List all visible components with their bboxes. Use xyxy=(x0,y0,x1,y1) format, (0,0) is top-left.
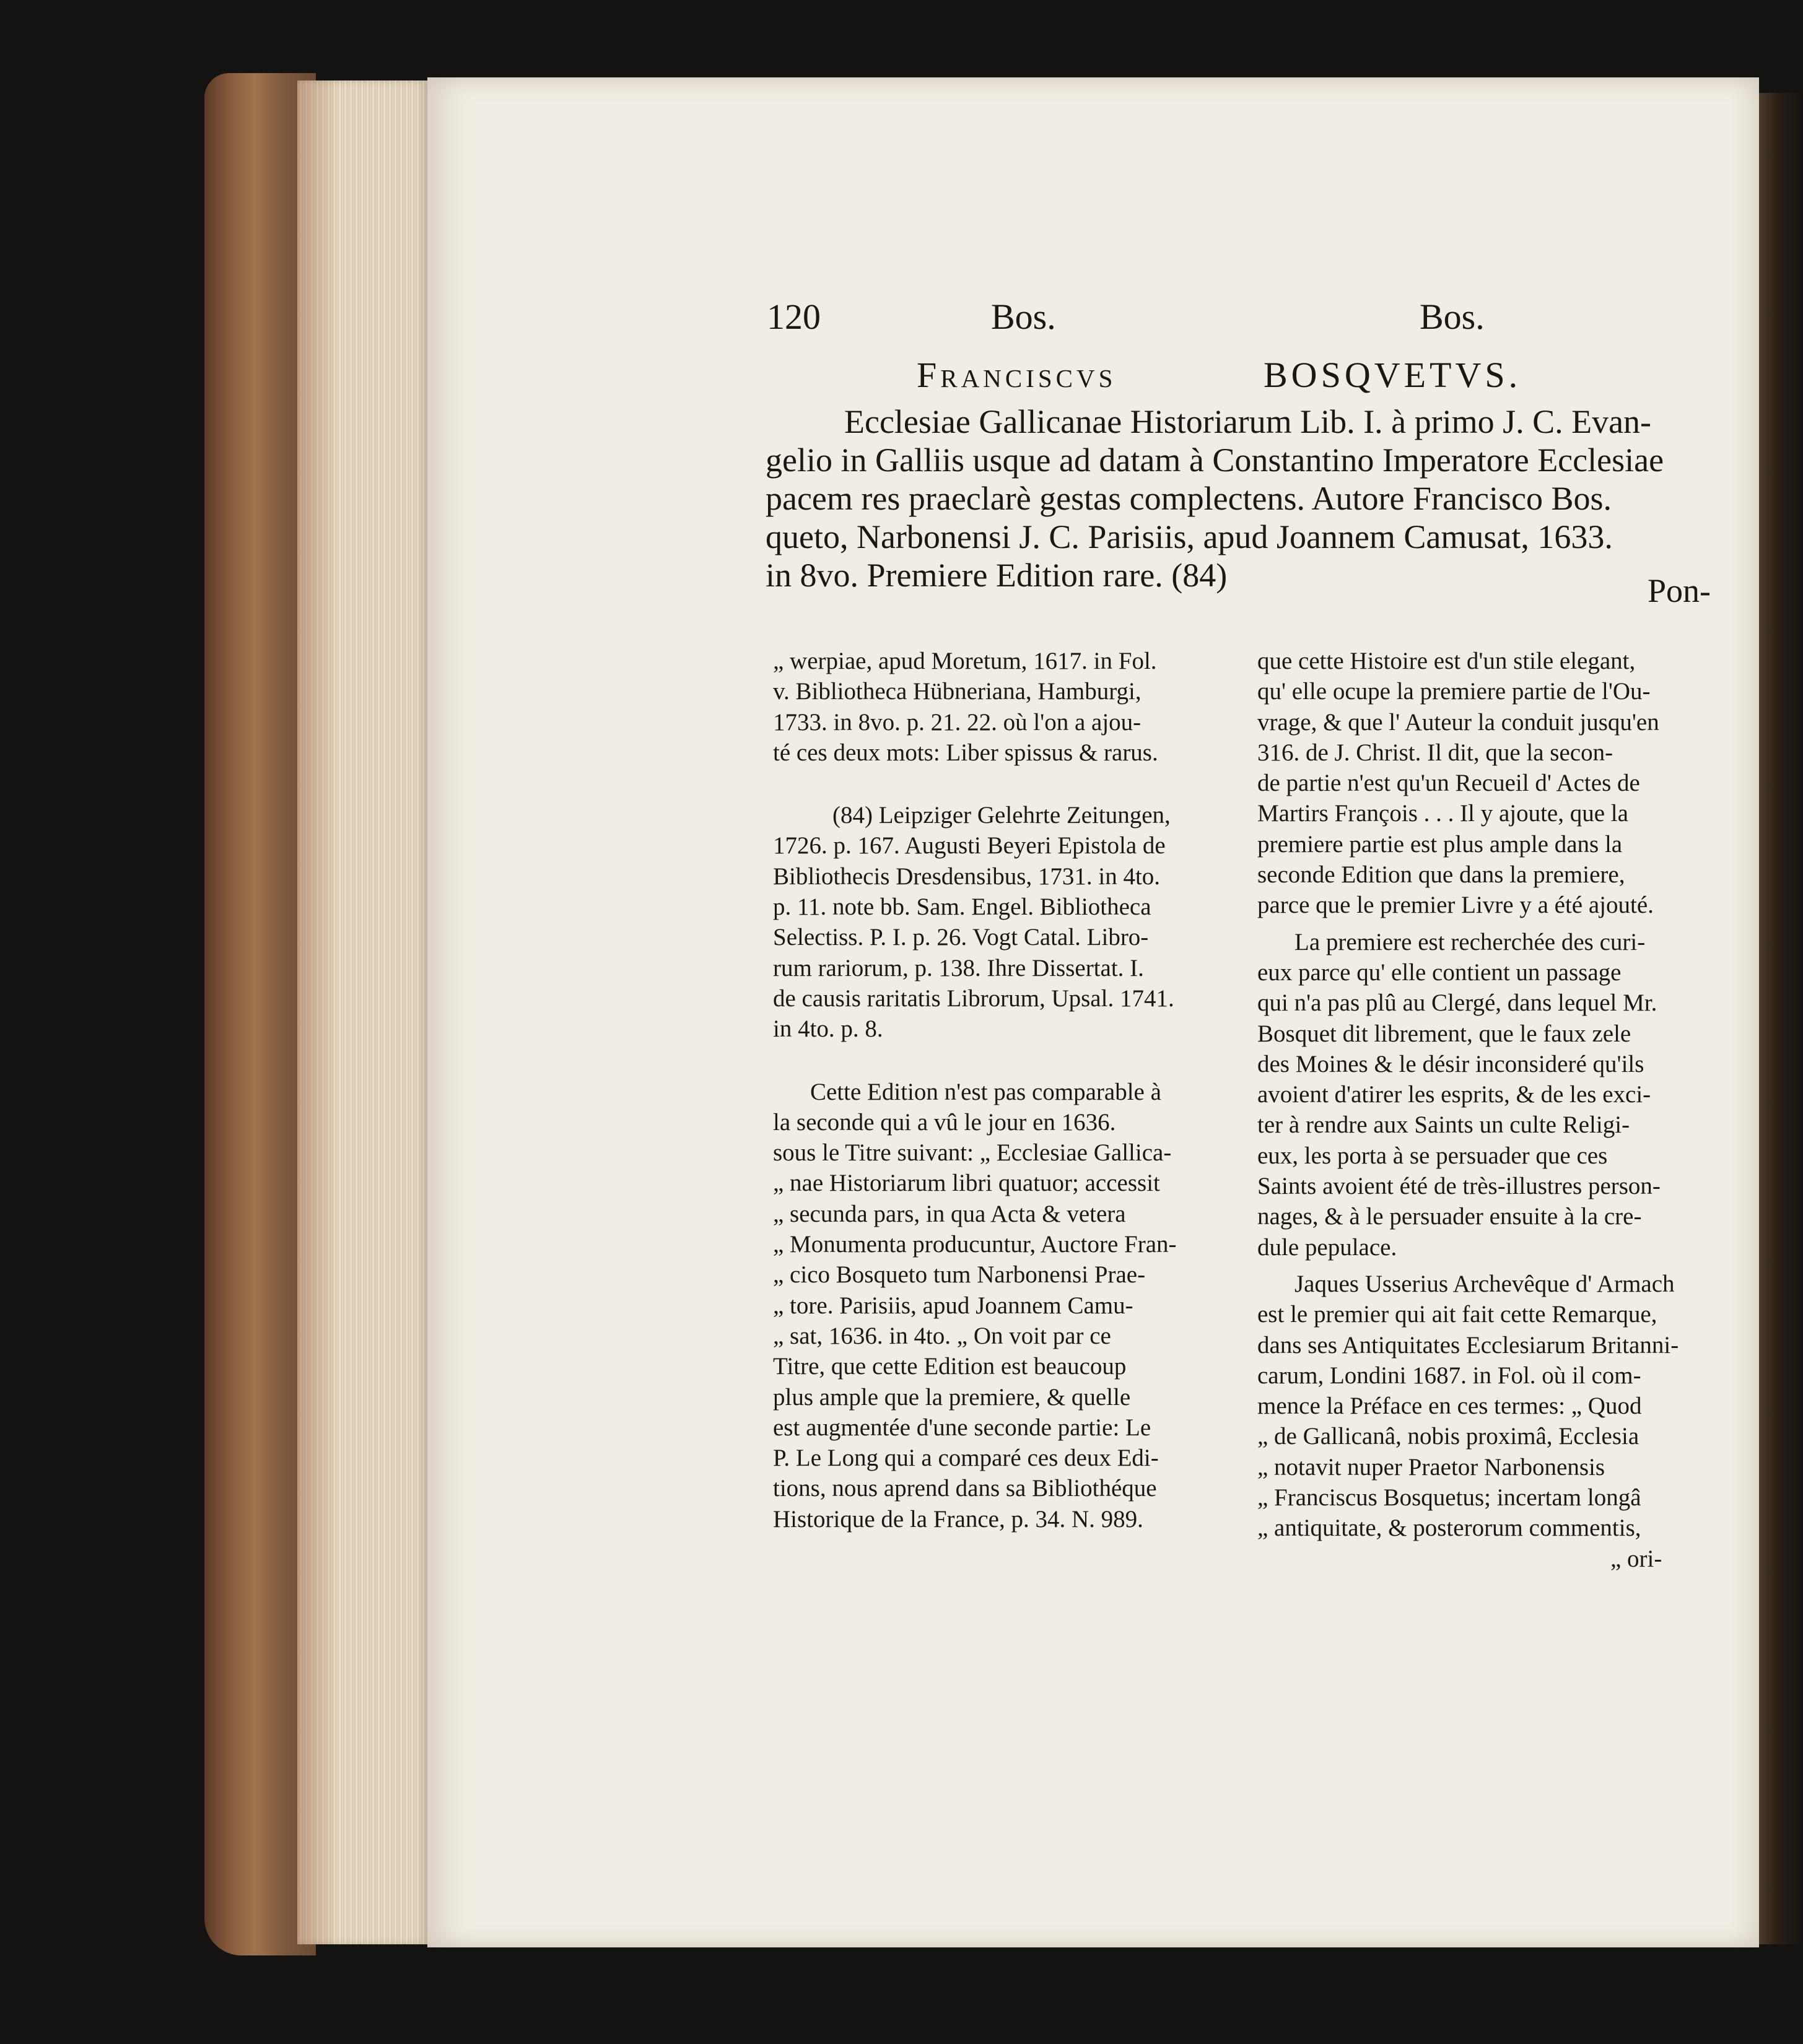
right-line: qui n'a pas plû au Clergé, dans lequel Mr. xyxy=(1257,989,1657,1017)
right-line: carum, Londini 1687. in Fol. où il com- xyxy=(1257,1362,1641,1389)
right-line: La premiere est recherchée des curi- xyxy=(1294,928,1646,955)
entry-line-2: gelio in Galliis usque ad datam à Constantino Imperatore Ecclesiae xyxy=(766,441,1664,479)
left-line: la seconde qui a vû le jour en 1636. xyxy=(773,1108,1116,1136)
left-line: Selectiss. P. I. p. 26. Vogt Catal. Libro- xyxy=(773,924,1149,951)
entry-line-1: Ecclesiae Gallicanae Historiarum Lib. I. à primo J. C. Evan- xyxy=(844,403,1652,440)
left-line: Titre, que cette Edition est beaucoup xyxy=(773,1353,1127,1380)
left-line: Bibliothecis Dresdensibus, 1731. in 4to. xyxy=(773,863,1161,890)
right-line: Martirs François . . . Il y ajoute, que la xyxy=(1257,800,1628,827)
left-line: plus ample que la premiere, & quelle xyxy=(773,1383,1131,1411)
right-line: dans ses Antiquitates Ecclesiarum Britanni- xyxy=(1257,1331,1679,1359)
running-head-left: Bos. xyxy=(991,297,1056,337)
right-line: dule pepulace. xyxy=(1257,1233,1397,1261)
facing-page-edge xyxy=(1759,93,1803,1944)
left-line: Historique de la France, p. 34. N. 989. xyxy=(773,1505,1143,1533)
left-line: (84) Leipziger Gelehrte Zeitungen, xyxy=(832,802,1171,829)
page-number: 120 xyxy=(767,297,821,337)
left-column xyxy=(773,646,1177,1534)
right-line: 316. de J. Christ. Il dit, que la secon- xyxy=(1257,739,1613,766)
right-line: que cette Histoire est d'un stile elegant, xyxy=(1257,648,1636,674)
right-line: premiere partie est plus ample dans la xyxy=(1257,830,1623,858)
right-line: Jaques Usserius Archevêque d' Armach xyxy=(1294,1270,1675,1297)
entry-line-4: queto, Narbonensi J. C. Parisiis, apud Joannem Camusat, 1633. xyxy=(766,518,1613,555)
left-line: rum rariorum, p. 138. Ihre Dissertat. I. xyxy=(773,954,1144,981)
left-line: „ sat, 1636. in 4to. „ On voit par ce xyxy=(773,1322,1111,1349)
right-line: „ notavit nuper Praetor Narbonensis xyxy=(1257,1453,1605,1481)
right-line: qu' elle ocupe la premiere partie de l'Ou- xyxy=(1257,678,1651,705)
right-line: „ Franciscus Bosquetus; incertam longâ xyxy=(1257,1484,1641,1511)
right-line: avoient d'atirer les esprits, & de les exci- xyxy=(1257,1081,1651,1108)
left-line: 1733. in 8vo. p. 21. 22. où l'on a ajou- xyxy=(773,708,1142,736)
right-line: mence la Préface en ces termes: „ Quod xyxy=(1257,1393,1642,1420)
left-line: „ werpiae, apud Moretum, 1617. in Fol. xyxy=(773,648,1157,674)
right-line: parce que le premier Livre y a été ajouté. xyxy=(1257,892,1654,919)
left-line: Cette Edition n'est pas comparable à xyxy=(810,1078,1161,1105)
right-line: des Moines & le désir inconsideré qu'ils xyxy=(1257,1050,1644,1077)
right-line: est le premier qui ait fait cette Remarque, xyxy=(1257,1301,1657,1328)
left-line: p. 11. note bb. Sam. Engel. Bibliotheca xyxy=(773,894,1151,921)
page-block-edges xyxy=(297,80,427,1944)
catchword: Pon- xyxy=(1648,572,1711,609)
left-line: „ Monumenta producuntur, Auctore Fran- xyxy=(773,1231,1177,1258)
left-line: in 4to. p. 8. xyxy=(773,1015,883,1043)
right-line: „ de Gallicanâ, nobis proximâ, Ecclesia xyxy=(1257,1423,1639,1450)
right-line: ter à rendre aux Saints un culte Religi- xyxy=(1257,1111,1630,1139)
left-line: est augmentée d'une seconde partie: Le xyxy=(773,1414,1151,1441)
left-line: 1726. p. 167. Augusti Beyeri Epistola de xyxy=(773,832,1166,859)
right-line: seconde Edition que dans la premiere, xyxy=(1257,861,1625,889)
right-line: „ ori- xyxy=(1610,1545,1662,1572)
right-line: Saints avoient été de très-illustres person- xyxy=(1257,1173,1661,1200)
left-line: sous le Titre suivant: „ Ecclesiae Gallica- xyxy=(773,1139,1172,1167)
right-line: eux, les porta à se persuader que ces xyxy=(1257,1142,1608,1169)
running-head-right: Bos. xyxy=(1420,297,1485,337)
right-line: eux parce qu' elle contient un passage xyxy=(1257,959,1622,986)
left-line: P. Le Long qui a comparé ces deux Edi- xyxy=(773,1445,1159,1472)
right-column xyxy=(1257,646,1679,1574)
right-line: Bosquet dit librement, que le faux zele xyxy=(1257,1020,1631,1047)
left-line: „ nae Historiarum libri quatuor; accessit xyxy=(773,1170,1160,1197)
left-line: tions, nous aprend dans sa Bibliothéque xyxy=(773,1475,1157,1502)
left-line: „ tore. Parisiis, apud Joannem Camu- xyxy=(773,1292,1133,1319)
left-line: „ secunda pars, in qua Acta & vetera xyxy=(773,1200,1126,1227)
right-line: nages, & à le persuader ensuite à la cre- xyxy=(1257,1203,1642,1230)
left-line: té ces deux mots: Liber spissus & rarus. xyxy=(773,739,1158,766)
entry-line-3: pacem res praeclarè gestas complectens. Autore Francisco Bos. xyxy=(766,480,1612,517)
right-line: de partie n'est qu'un Recueil d' Actes de xyxy=(1257,770,1640,797)
entry-line-5: in 8vo. Premiere Edition rare. (84) xyxy=(766,557,1228,594)
left-line: „ cico Bosqueto tum Narbonensi Prae- xyxy=(773,1261,1146,1289)
author-last-name: BOSQVETVS. xyxy=(1264,355,1522,395)
right-line: vrage, & que l' Auteur la conduit jusqu'en xyxy=(1257,708,1659,736)
left-line: de causis raritatis Librorum, Upsal. 1741. xyxy=(773,985,1174,1012)
left-line: v. Bibliotheca Hübneriana, Hamburgi, xyxy=(773,678,1142,705)
right-line: „ antiquitate, & posterorum commentis, xyxy=(1257,1515,1641,1542)
author-first-name: Franciscvs xyxy=(917,355,1117,395)
